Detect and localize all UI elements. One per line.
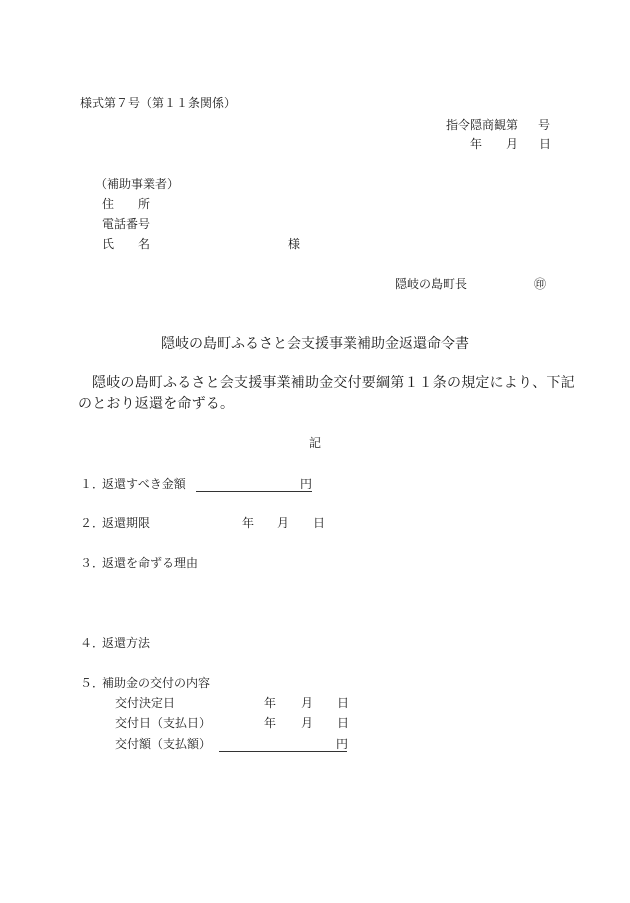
reference-suffix: 号 (538, 118, 551, 132)
honorific: 様 (288, 237, 301, 251)
issue-date-year: 年 (470, 137, 483, 151)
name-label: 氏 名 (102, 237, 151, 251)
document-title: 隠岐の島町ふるさと会支援事業補助金返還命令書 (161, 336, 469, 352)
item-4-number: ４． (80, 636, 105, 650)
issue-date-day: 日 (539, 137, 552, 151)
issuer-title: 隠岐の島町長 (395, 277, 468, 291)
item-2-year: 年 (242, 516, 255, 530)
payment-amount-underline (219, 751, 347, 752)
item-5-label: 補助金の交付の内容 (102, 676, 211, 690)
item-1-unit: 円 (300, 477, 313, 491)
subitem-decision-date-year: 年 (264, 696, 277, 710)
subitem-decision-date-label: 交付決定日 (115, 696, 176, 710)
item-2-number: ２． (80, 516, 105, 530)
reference-label: 指令隠商観第 (446, 118, 519, 132)
subitem-payment-date-year: 年 (264, 716, 277, 730)
subitem-payment-date-day: 日 (337, 716, 350, 730)
item-5-number: ５． (80, 676, 105, 690)
subitem-payment-date-month: 月 (301, 716, 314, 730)
item-3-label: 返還を命ずる理由 (102, 556, 199, 570)
subitem-decision-date-day: 日 (337, 696, 350, 710)
issue-date-month: 月 (506, 137, 519, 151)
item-1-label: 返還すべき金額 (102, 477, 186, 491)
item-2-day: 日 (313, 516, 326, 530)
item-2-month: 月 (277, 516, 290, 530)
item-4-label: 返還方法 (102, 636, 151, 650)
amount-underline (196, 491, 312, 492)
address-label: 住 所 (102, 197, 151, 211)
item-2-label: 返還期限 (102, 516, 151, 530)
phone-label: 電話番号 (102, 217, 151, 231)
form-id: 様式第７号（第１１条関係） (80, 96, 237, 110)
subitem-payment-amount-unit: 円 (336, 737, 349, 751)
item-3-number: ３． (80, 556, 105, 570)
item-1-number: １． (80, 477, 105, 491)
subitem-payment-date-label: 交付日（支払日） (115, 716, 212, 730)
seal-mark: ㊞ (534, 277, 547, 291)
body-line-1: 隠岐の島町ふるさと会支援事業補助金交付要綱第１１条の規定により、下記 (92, 375, 575, 391)
body-line-2: のとおり返還を命ずる。 (78, 396, 235, 412)
subitem-decision-date-month: 月 (301, 696, 314, 710)
ki-heading: 記 (309, 436, 322, 450)
recipient-heading: （補助事業者） (95, 177, 180, 191)
subitem-payment-amount-label: 交付額（支払額） (115, 737, 212, 751)
